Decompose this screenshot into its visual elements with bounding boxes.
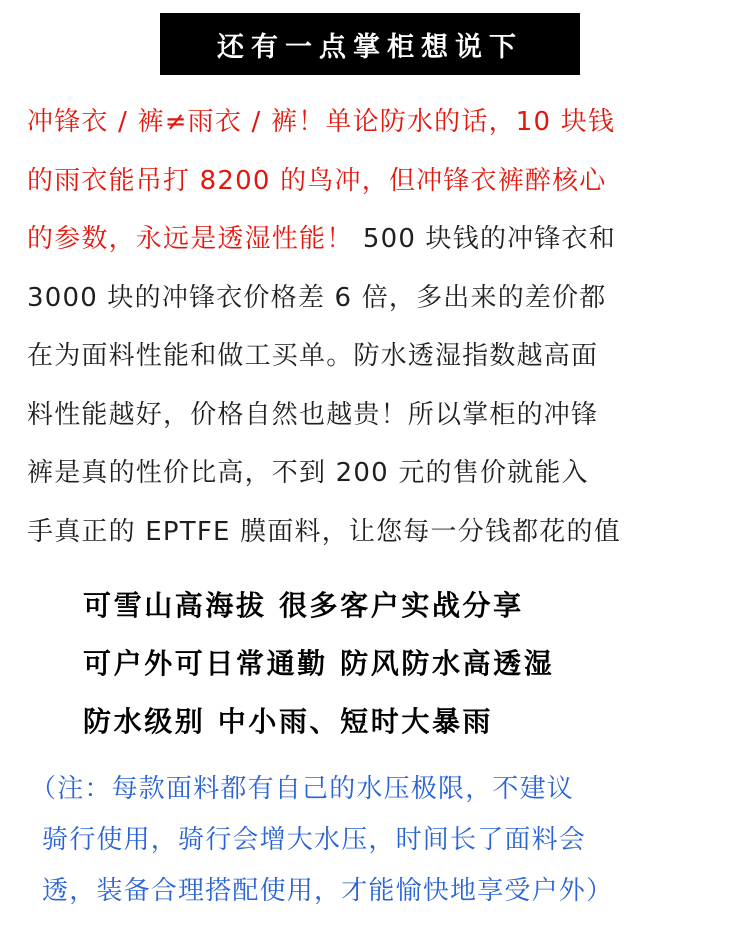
note-line-3: 透，装备合理搭配使用，才能愉快地享受户外） [42,876,614,906]
feature-item-commute: 可户外可日常通勤 防风防水高透湿 [83,647,555,680]
description-line-6: 料性能越好，价格自然也越贵！所以掌柜的冲锋 [27,399,599,430]
description-line-8: 手真正的 EPTFE 膜面料，让您每一分钱都花的值 [27,516,621,547]
description-line-4: 3000 块的冲锋衣价格差 6 倍，多出来的差价都 [27,282,607,313]
note-line-1: （注：每款面料都有自己的水压极限，不建议 [30,774,575,804]
note-paragraph [30,764,730,917]
feature-item-altitude: 可雪山高海拔 很多客户实战分享 [83,589,524,622]
feature-list [83,577,723,751]
description-line-3-rest: 500 块钱的冲锋衣和 [353,224,616,254]
description-line-1: 冲锋衣 / 裤≠雨衣 / 裤！单论防水的话，10 块钱 [27,107,616,137]
page-title: 还有一点掌柜想说下 [217,31,523,63]
feature-item-waterproof-level: 防水级别 中小雨、短时大暴雨 [83,705,494,738]
description-line-2: 的雨衣能吊打 8200 的鸟冲，但冲锋衣裤醉核心 [27,165,607,196]
description-line-3 [27,210,727,269]
description-line-7: 裤是真的性价比高，不到 200 元的售价就能入 [27,458,589,488]
note-line-2: 骑行使用，骑行会增大水压，时间长了面料会 [42,825,587,855]
description-paragraph [27,93,727,561]
description-line-5: 在为面料性能和做工买单。防水透湿指数越高面 [27,341,599,371]
description-line-3-highlight: 的参数，永远是透湿性能！ [27,224,354,254]
title-banner [160,13,580,75]
